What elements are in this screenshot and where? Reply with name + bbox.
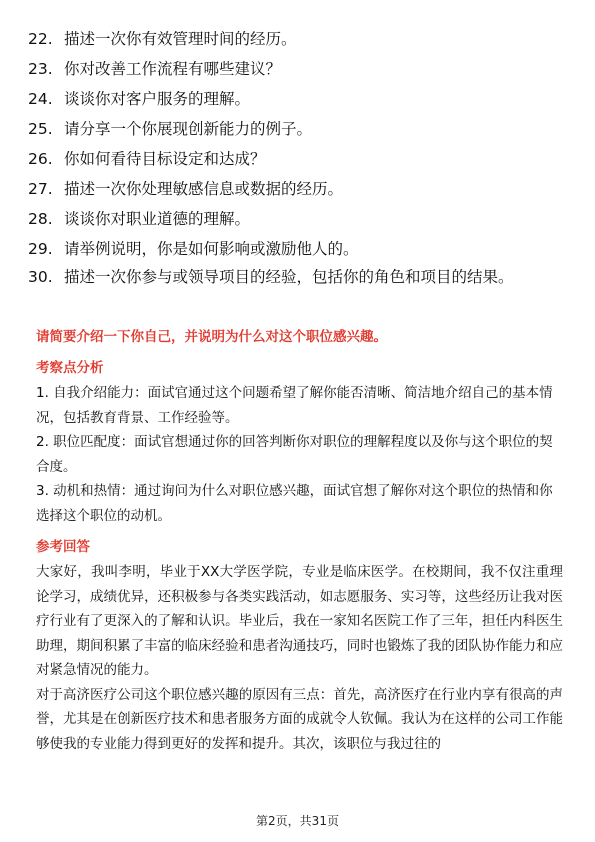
question-number: 27. bbox=[28, 180, 53, 198]
question-text: 描述一次你参与或领导项目的经验，包括你的角色和项目的结果。 bbox=[64, 268, 514, 286]
question-text: 请举例说明，你是如何影响或激励他人的。 bbox=[64, 240, 359, 258]
question-number: 23. bbox=[28, 60, 53, 78]
reference-paragraph: 对于高济医疗公司这个职位感兴趣的原因有三点：首先，高济医疗在行业内享有很高的声誉，尤其是在创新医疗技术和患者服务方面的成就令人钦佩。我认为在这样的公司工作能够使我的专业能力得到更好的发挥和提升。其次，该职位与我过往的 bbox=[36, 686, 563, 752]
reference-paragraph: 大家好，我叫李明，毕业于XX大学医学院，专业是临床医学。在校期间，我不仅注重理论学习，成绩优异，还积极参与各类实践活动，如志愿服务、实习等，这些经历让我对医疗行业有了更深入的了解和认识。毕业后，我在一家知名医院工作了三年，担任内科医生助理，期间积累了丰富的临床经验和患者沟通技巧，同时也锻炼了我的团队协作能力和应对紧急情况的能力。 bbox=[36, 564, 563, 678]
question-text: 谈谈你对客户服务的理解。 bbox=[64, 90, 251, 108]
reference-section bbox=[36, 536, 563, 756]
reference-heading: 参考回答 bbox=[36, 539, 90, 555]
question-text: 描述一次你有效管理时间的经历。 bbox=[64, 30, 297, 48]
list-item bbox=[28, 174, 568, 204]
list-item bbox=[28, 144, 568, 174]
analysis-heading: 考察点分析 bbox=[36, 360, 104, 376]
question-number: 30. bbox=[28, 268, 53, 286]
main-content bbox=[36, 325, 563, 756]
question-number: 25. bbox=[28, 120, 53, 138]
question-text: 你对改善工作流程有哪些建议？ bbox=[64, 60, 282, 78]
analysis-section bbox=[36, 357, 563, 528]
list-item bbox=[28, 234, 568, 264]
question-text: 你如何看待目标设定和达成？ bbox=[64, 150, 266, 168]
list-item bbox=[28, 264, 568, 291]
list-item bbox=[28, 54, 568, 84]
question-number: 26. bbox=[28, 150, 53, 168]
question-number: 22. bbox=[28, 30, 53, 48]
question-text: 谈谈你对职业道德的理解。 bbox=[64, 210, 251, 228]
main-question-title: 请简要介绍一下你自己，并说明为什么对这个职位感兴趣。 bbox=[36, 329, 387, 345]
question-text: 描述一次你处理敏感信息或数据的经历。 bbox=[64, 180, 344, 198]
list-item bbox=[28, 204, 568, 234]
analysis-point: 1. 自我介绍能力：面试官通过这个问题希望了解你能否清晰、简洁地介绍自己的基本情况，包括教育背景、工作经验等。 bbox=[36, 385, 553, 426]
list-item bbox=[28, 24, 568, 54]
question-number: 28. bbox=[28, 210, 53, 228]
question-text: 请分享一个你展现创新能力的例子。 bbox=[64, 120, 313, 138]
list-item bbox=[28, 114, 568, 144]
page-footer: 第2页，共31页 bbox=[256, 814, 339, 828]
question-number: 24. bbox=[28, 90, 53, 108]
analysis-point: 2. 职位匹配度：面试官想通过你的回答判断你对职位的理解程度以及你与这个职位的契合度。 bbox=[36, 434, 553, 475]
question-list bbox=[28, 24, 568, 291]
analysis-point: 3. 动机和热情：通过询问为什么对职位感兴趣，面试官想了解你对这个职位的热情和你选择这个职位的动机。 bbox=[36, 483, 553, 524]
list-item bbox=[28, 84, 568, 114]
question-number: 29. bbox=[28, 240, 53, 258]
